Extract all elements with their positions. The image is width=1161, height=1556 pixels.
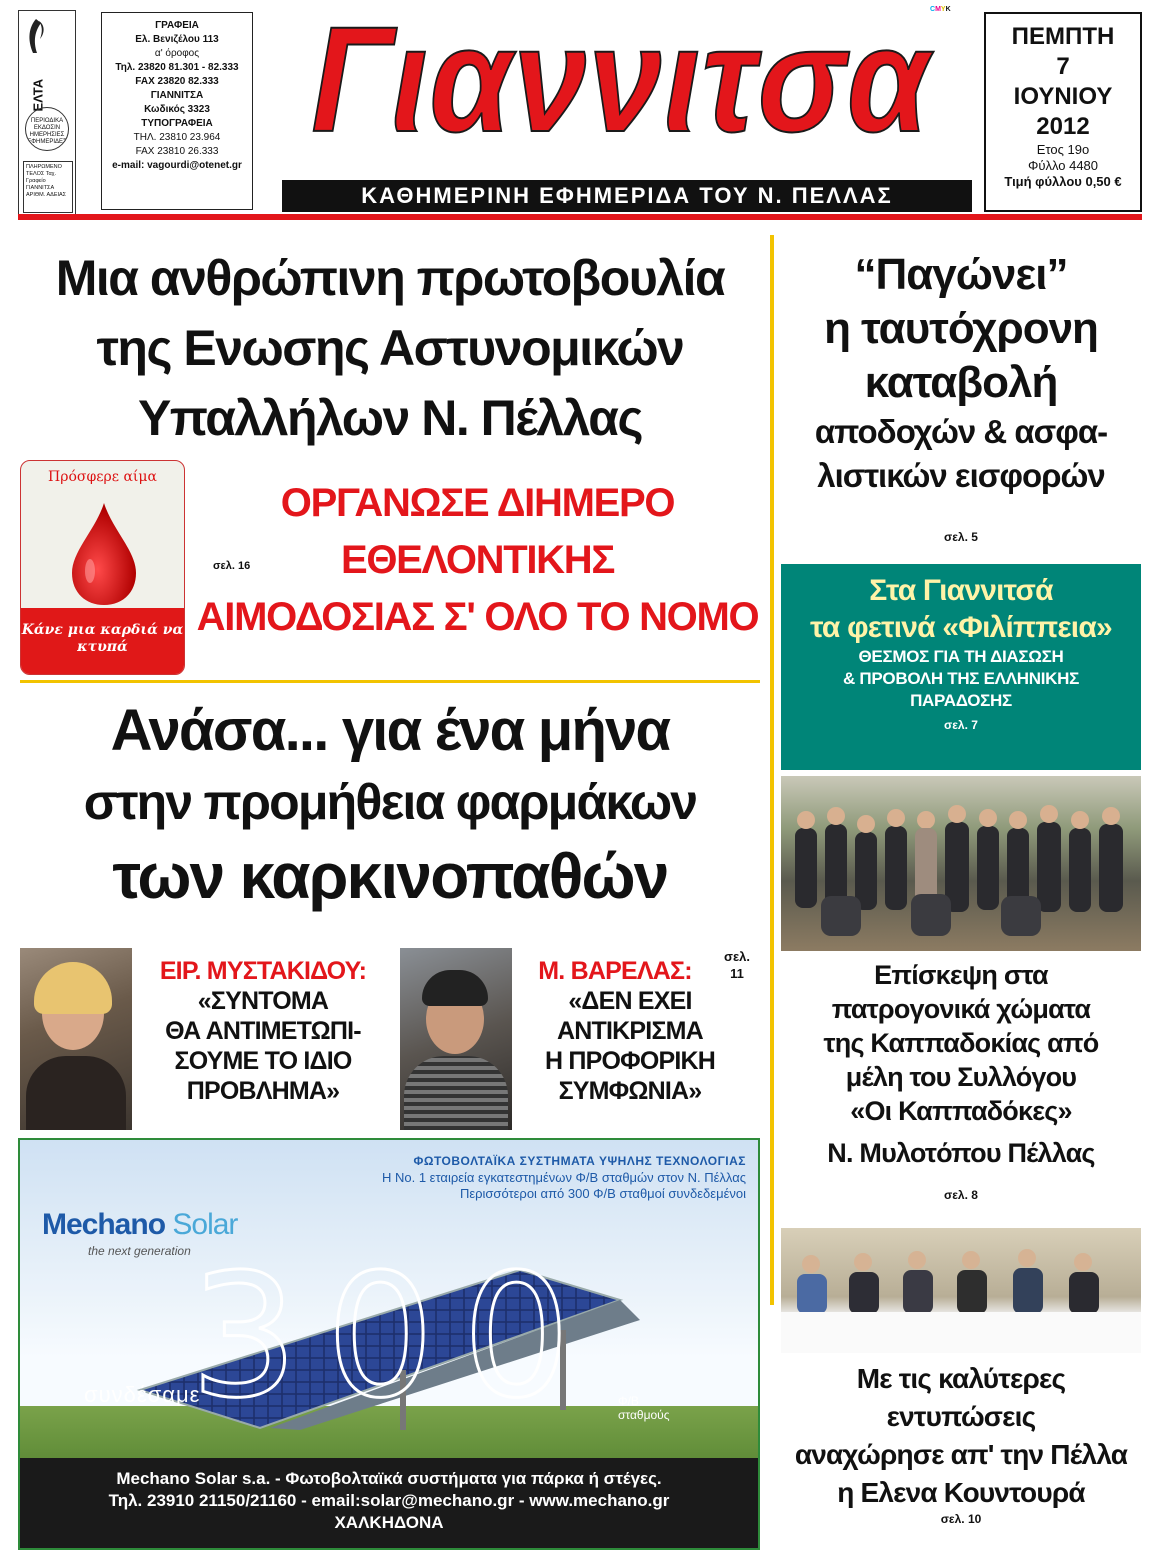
ad-line: Περισσότεροι από 300 Φ/Β σταθμοί συνδεδεμένοι: [459, 1186, 746, 1201]
headline-line: Στα Γιαννιτσά: [869, 574, 1053, 607]
headline-line: “Παγώνει”: [854, 250, 1068, 299]
elta-permit: ΠΛΗΡΩΜΕΝΟ ΤΕΛΟΣ Ταχ. Γραφείο ΓΙΑΝΝΙΤΣΑ ΑΡΙΘΜ. ΑΔΕΙΑΣ: [23, 161, 73, 213]
quote-line: ΑΝΤΙΚΡΙΣΜΑ: [557, 1017, 703, 1045]
quote-line: ΣΥΜΦΩΝΙΑ»: [558, 1077, 702, 1105]
quote1-speaker: ΕΙΡ. ΜΥΣΤΑΚΙΔΟΥ:: [159, 957, 367, 985]
ad-connected-label: συνδέσαμε: [84, 1382, 201, 1407]
press-conference-photo: [781, 1228, 1141, 1353]
story-filippeia[interactable]: [781, 564, 1141, 770]
headline-line: καταβολή: [864, 358, 1058, 407]
ad-footer: [20, 1458, 758, 1550]
blood-drop-icon: [66, 499, 142, 609]
group-photo-cappadocia: [781, 776, 1141, 951]
page-ref: σελ. 5: [944, 530, 978, 544]
headline-line: Ν. Μυλοτόπου Πέλλας: [827, 1138, 1095, 1168]
headline-line: η ταυτόχρονη: [824, 304, 1098, 353]
headline-line: «Οι Καππαδόκες»: [850, 1096, 1072, 1126]
headline-line: Με τις καλύτερες: [856, 1363, 1066, 1394]
story-payments[interactable]: [780, 248, 1142, 498]
page-ref-number: 11: [730, 966, 744, 981]
page-ref: [712, 948, 762, 982]
headline-line: Μια ανθρώπινη πρωτοβουλία: [55, 250, 725, 306]
ad-unit-line: σταθμούς: [618, 1408, 670, 1422]
column-divider: [770, 235, 774, 1305]
story2-headline[interactable]: [20, 694, 760, 916]
story-kountoura[interactable]: [780, 1360, 1142, 1512]
section-divider: [20, 680, 760, 683]
offices-line: Κωδικός 3323: [144, 104, 210, 115]
mystakidou-photo: [20, 948, 132, 1130]
quote1-text: [138, 986, 388, 1106]
headline-line: των καρκινοπαθών: [112, 840, 668, 912]
ad-unit: [618, 1394, 670, 1422]
headline-line: της Καππαδοκίας από: [823, 1028, 1099, 1058]
lead-subheadline: [190, 475, 765, 646]
quote-line: ΣΟΥΜΕ ΤΟ ΙΔΙΟ: [174, 1047, 352, 1075]
subheadline-line: ΕΘΕΛΟΝΤΙΚΗΣ: [340, 538, 615, 582]
lead-headline[interactable]: [20, 243, 760, 453]
date-year: 2012: [1036, 113, 1090, 140]
headline-line: τα φετινά «Φιλίππεια»: [810, 611, 1112, 644]
newspaper-subtitle: ΚΑΘΗΜΕΡΙΝΗ ΕΦΗΜΕΡΙΔΑ ΤΟΥ Ν. ΠΕΛΛΑΣ: [282, 180, 972, 212]
headline-line: Επίσκεψη στα: [874, 960, 1048, 990]
page-ref-label: σελ.: [724, 949, 750, 964]
subheadline-line: ΟΡΓΑΝΩΣΕ ΔΙΗΜΕΡΟ: [280, 481, 675, 525]
panel-people-icon: [781, 1228, 1141, 1353]
volume-year: Ετος 19ο: [1036, 142, 1090, 157]
cmyk-mark: CMYK: [930, 6, 951, 13]
elta-postal-box: [18, 10, 76, 215]
quote2-text: [515, 986, 745, 1106]
masthead-rule: [18, 214, 1142, 220]
elta-label: ΕΛΤΑ: [30, 78, 46, 112]
quote-line: ΘΑ ΑΝΤΙΜΕΤΩΠΙ-: [165, 1017, 361, 1045]
subheadline-line: & ΠΡΟΒΟΛΗ ΤΗΣ ΕΛΛΗΝΙΚΗΣ: [843, 669, 1079, 688]
portrait-hair: [422, 970, 488, 1006]
subheadline-line: ΑΙΜΟΔΟΣΙΑΣ Σ' ΟΛΟ ΤΟ ΝΟΜΟ: [196, 595, 759, 639]
brand-name-2: Solar: [172, 1208, 238, 1241]
headline-line: εντυπώσεις: [886, 1401, 1036, 1432]
ad-big-number: 300: [190, 1238, 599, 1436]
badge-top-text: Πρόσφερε αίμα: [48, 469, 157, 485]
ad-footer-line: ΧΑΛΚΗΔΟΝΑ: [334, 1513, 444, 1532]
headline-line: Υπαλλήλων Ν. Πέλλας: [137, 390, 643, 446]
offices-line: Ελ. Βενιζέλου 113: [135, 34, 219, 45]
issue-number: Φύλλο 4480: [1027, 158, 1099, 173]
date-number: 7: [1056, 53, 1070, 80]
ad-footer-line: Mechano Solar s.a. - Φωτοβολταϊκά συστήματα για πάρκα ή στέγες.: [116, 1469, 662, 1488]
portrait-body: [26, 1056, 126, 1130]
headline-line: της Ενωσης Αστυνομικών: [96, 320, 684, 376]
quote-line: ΠΡΟΒΛΗΜΑ»: [186, 1077, 340, 1105]
group-people-icon: [781, 776, 1141, 951]
subheadline-line: ΠΑΡΑΔΟΣΗΣ: [910, 691, 1012, 710]
quote-line: «ΔΕΝ ΕΧΕΙ: [568, 987, 692, 1015]
date-box: [984, 12, 1142, 212]
date-month: ΙΟΥΝΙΟΥ: [1013, 83, 1113, 110]
mechano-solar-ad[interactable]: [18, 1138, 760, 1550]
headline-line: στην προμήθεια φαρμάκων: [83, 774, 697, 830]
blood-donation-badge: [20, 460, 185, 675]
headline-line: λιστικών εισφορών: [817, 457, 1105, 494]
headline-line: πατρογονικά χώματα: [831, 994, 1091, 1024]
headline-line: αποδοχών & ασφα-: [814, 413, 1108, 450]
masthead: [262, 0, 980, 208]
offices-line: Τηλ. 23820 81.301 - 82.333: [115, 62, 239, 73]
ad-unit-line: Φ/Β: [618, 1394, 639, 1408]
quote-line: Η ΠΡΟΦΟΡΙΚΗ: [544, 1047, 716, 1075]
issue-price: Τιμή φύλλου 0,50 €: [1004, 174, 1122, 189]
elta-seal: ΠΕΡΙΟΔΙΚΑ ΕΚΔΟΣΙΝ ΗΜΕΡΗΣΙΕΣ ΕΦΗΜΕΡΙΔΕΣ: [25, 107, 69, 151]
ad-tagline: the next generation: [88, 1244, 191, 1258]
portrait-hair: [34, 962, 112, 1014]
ad-brand: [42, 1208, 237, 1242]
portrait-body: [404, 1056, 508, 1130]
offices-line: FAX 23810 26.333: [135, 146, 219, 157]
page-ref: σελ. 7: [944, 718, 978, 732]
page-ref: σελ. 10: [940, 1512, 982, 1526]
offices-box: [101, 12, 253, 210]
headline-line: μέλη του Συλλόγου: [845, 1062, 1077, 1092]
badge-bottom-text: Κάνε μια καρδιά να κτυπά: [21, 608, 184, 674]
offices-line: ΤΥΠΟΓΡΑΦΕΙΑ: [141, 118, 213, 129]
headline-line: η Ελενα Κουντουρά: [837, 1477, 1085, 1508]
quote-line: «ΣΥΝΤΟΜΑ: [197, 987, 329, 1015]
subheadline-line: ΘΕΣΜΟΣ ΓΙΑ ΤΗ ΔΙΑΣΩΣΗ: [858, 647, 1064, 666]
page-ref: σελ. 16: [213, 560, 251, 572]
newspaper-title: Γιαννιτσα: [311, 0, 931, 163]
offices-line: ΓΙΑΝΝΙΤΣΑ: [150, 90, 204, 101]
story-cappadocia[interactable]: [780, 958, 1142, 1170]
quote2-speaker: Μ. ΒΑΡΕΛΑΣ:: [538, 957, 692, 985]
headline-line: αναχώρησε απ' την Πέλλα: [794, 1439, 1128, 1470]
ad-line: Η Νο. 1 εταιρεία εγκατεστημένων Φ/Β σταθμών στον Ν. Πέλλας: [382, 1170, 746, 1185]
ad-heading: ΦΩΤΟΒΟΛΤΑΪΚΑ ΣΥΣΤΗΜΑΤΑ ΥΨΗΛΗΣ ΤΕΧΝΟΛΟΓΙΑΣ: [413, 1154, 746, 1168]
date-day: ΠΕΜΠΤΗ: [1011, 23, 1115, 50]
offices-email: e-mail: vagourdi@otenet.gr: [112, 160, 242, 171]
page-ref: σελ. 8: [944, 1188, 978, 1202]
offices-line: ΓΡΑΦΕΙΑ: [155, 20, 199, 31]
ad-footer-line: Τηλ. 23910 21150/21160 - email:solar@mechano.gr - www.mechano.gr: [108, 1491, 670, 1510]
offices-line: ΤΗΛ. 23810 23.964: [133, 132, 221, 143]
offices-line: FAX 23820 82.333: [135, 76, 219, 87]
offices-line: α' όροφος: [154, 48, 200, 59]
brand-name-1: Mechano: [42, 1208, 166, 1241]
headline-line: Ανάσα... για ένα μήνα: [110, 698, 670, 763]
varelas-photo: [400, 948, 512, 1130]
